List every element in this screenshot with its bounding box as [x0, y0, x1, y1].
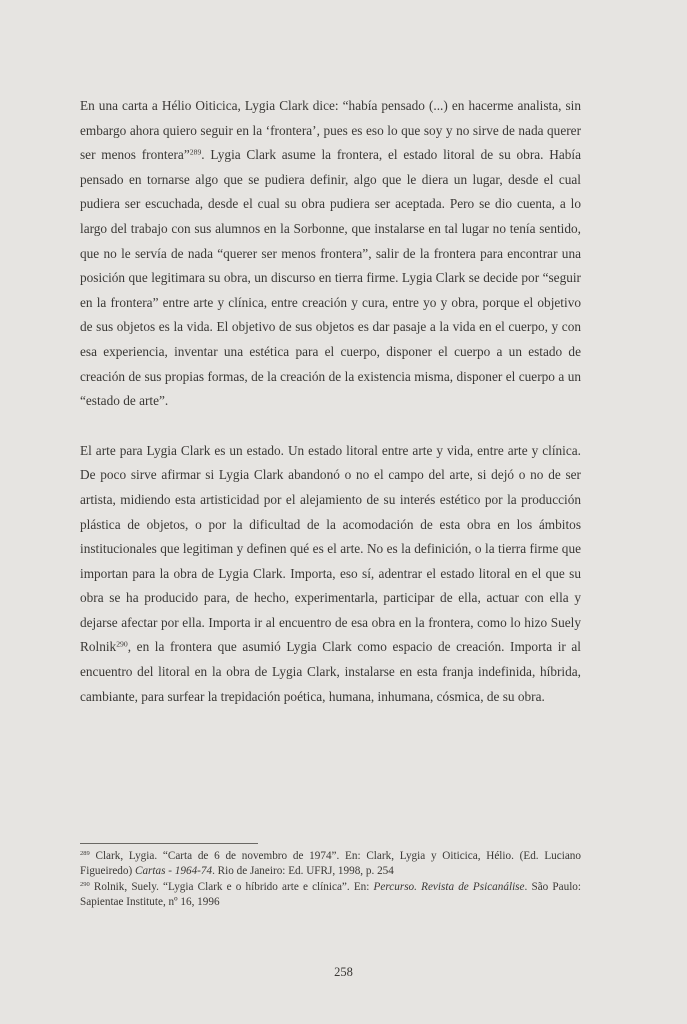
italic-title: Percurso. Revista de Psicanálise: [373, 880, 525, 893]
page-number: 258: [334, 965, 353, 979]
paragraph: [80, 439, 581, 710]
text-run: . São Paulo: Sapientae Institute, nº 16, 1996: [80, 880, 582, 909]
text-run: Clark, Lygia. “Carta de 6 de novembro de 1974”. En: Clark, Lygia y Oiticica, Hélio. (Ed. Luciano Figueiredo): [80, 850, 581, 878]
footnote-marker: 290: [116, 639, 128, 649]
text-run: . Lygia Clark asume la frontera, el estado litoral de su obra. Había pensado en tornarse algo que se pudiera definir, algo que le diera un lugar, desde el cual pudiera ser escuchada, desde el cual su obra pudiera ser aceptada. Pero se dio cuenta, a lo largo del trabajo con sus alumnos en la Sorbonne, que instalarse en tal lugar no tenía sentido, que no le servía de nada “querer ser menos frontera”, salir de la frontera para encontrar una posición que legitimara su obra, un discurso en tierra firme. Lygia Clark se decide por “seguir en la frontera” entre arte y clínica, entre creación y cura, entre yo y obra, porque el objetivo de sus objetos es la vida. El objetivo de sus objetos es dar pasaje a la vida en el cuerpo, y con esa experiencia, inventar una estética para el cuerpo, disponer el cuerpo a un estado de creación de sus propias formas, de la creación de la existencia misma, disponer el cuerpo a un “estado de arte”.: [80, 147, 581, 409]
text-run: . Rio de Janeiro: Ed. UFRJ, 1998, p. 254: [212, 865, 394, 878]
footnote: [80, 880, 581, 911]
footnote-marker: 289: [189, 147, 202, 157]
text-run: El arte para Lygia Clark es un estado. Un estado litoral entre arte y vida, entre arte y clínica. De poco sirve afirmar si Lygia Clark abandonó o no el campo del arte, si dejó o no de ser artista, midiendo esta artisticidad por el alejamiento de su interés estético por la producción plástica de objetos, o por la dificultad de la acomodación de esta obra en los ámbitos institucionales que legitiman y definen qué es el arte. No es la definición, o la tierra firme que importan para la obra de Lygia Clark. Importa, eso sí, adentrar el estado litoral en el que su obra se ha producido para, de hecho, experimentarla, participar de ella, actuar con ella y dejarse afectar por ella. Importa ir al encuentro de esa obra en la frontera, como lo hizo Suely Rolnik: [80, 442, 581, 655]
text-run: Rolnik, Suely. “Lygia Clark e o híbrido arte e clínica”. En:: [89, 880, 374, 893]
footnotes: [80, 849, 581, 911]
text-run: , en la frontera que asumió Lygia Clark como espacio de creación. Importa ir al encuentro del litoral en la obra de Lygia Clark, instalarse en esta franja indefinida, híbrida, cambiante, para surfear la trepidación poética, humana, inhumana, cósmica, de su obra.: [80, 639, 581, 704]
footnote: [80, 849, 581, 880]
text-run: En una carta a Hélio Oiticica, Lygia Clark dice: “había pensado (...) en hacerme analista, sin embargo ahora quiero seguir en la ‘frontera’, pues es eso lo que soy y no sirve de nada querer ser menos frontera”: [80, 98, 581, 163]
paragraph: [80, 94, 581, 414]
footnote-marker: 289: [80, 850, 90, 858]
footnote-separator: [80, 843, 258, 844]
footnote-marker: 290: [80, 880, 90, 888]
italic-title: Cartas - 1964-74: [135, 865, 213, 878]
body-text: [80, 94, 581, 734]
